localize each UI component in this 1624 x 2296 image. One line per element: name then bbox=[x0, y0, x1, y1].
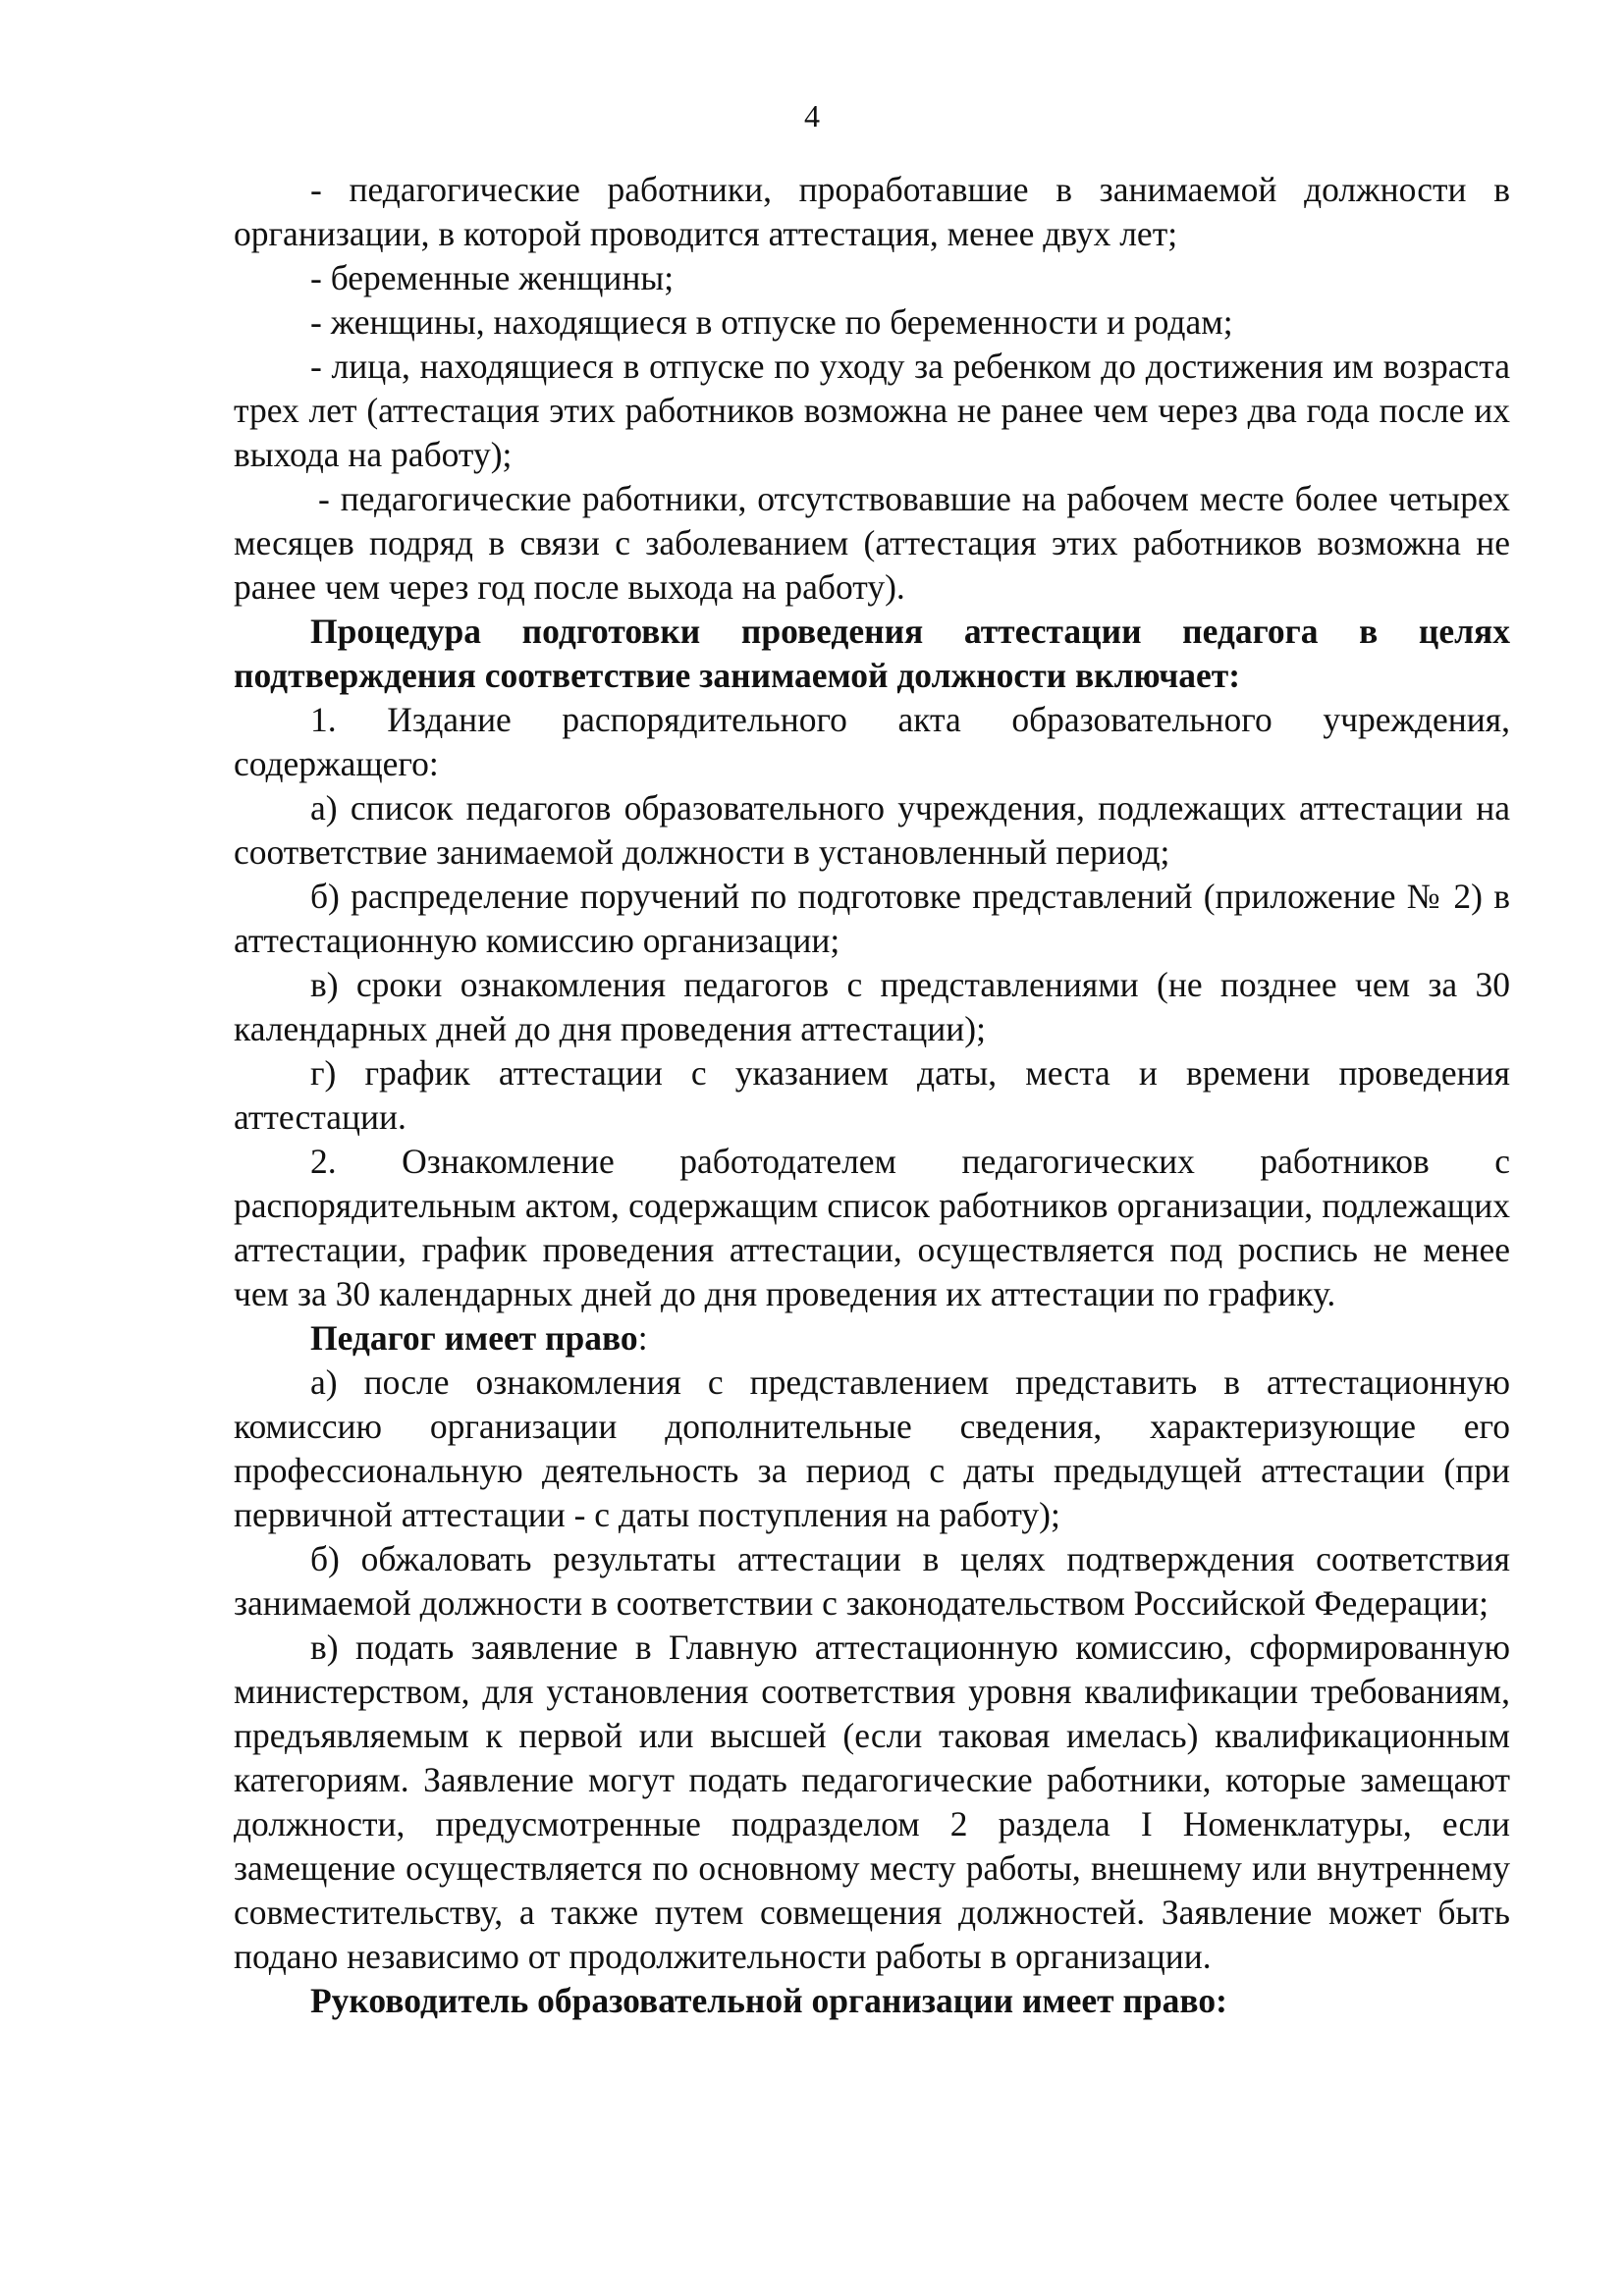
section-heading-director-rights: Руководитель образовательной организации имеет право: bbox=[310, 1981, 1227, 2020]
teacher-right-v: в) подать заявление в Главную аттестационную комиссию, сформированную министерством, для установления соответствия уровня квалификации требованиям, предъявляемым к первой или высшей (если таковая имелась) квалификационным категориям. Заявление могут подать педагогические работники, которые замещают должности, предусмотренные подразделом 2 раздела I Номенклатуры, если замещение осуществляется по основному месту работы, внешнему или внутреннему совместительству, а также путем совмещения должностей. Заявление может быть подано независимо от продолжительности работы в организации. bbox=[234, 1628, 1510, 1976]
page-number: 4 bbox=[804, 98, 820, 133]
paragraph-exception-maternity-leave: - женщины, находящиеся в отпуске по беременности и родам; bbox=[310, 302, 1233, 342]
paragraph-exception-childcare-leave: - лица, находящиеся в отпуске по уходу за ребенком до достижения им возраста трех лет (аттестация этих работников возможна не ранее чем через два года после их выхода на работу); bbox=[234, 347, 1510, 474]
section-heading-teacher-rights bbox=[234, 1316, 1510, 1361]
section-heading-procedure: Процедура подготовки проведения аттестации педагога в целях подтверждения соответствие занимаемой должности включает: bbox=[234, 612, 1510, 695]
list-item-v: в) сроки ознакомления педагогов с представлениями (не позднее чем за 30 календарных дней до дня проведения аттестации); bbox=[234, 965, 1510, 1048]
list-item-a: а) список педагогов образовательного учреждения, подлежащих аттестации на соответствие занимаемой должности в установленный период; bbox=[234, 788, 1510, 872]
teacher-rights-bold: Педагог имеет право bbox=[310, 1318, 638, 1358]
teacher-right-a: а) после ознакомления с представлением представить в аттестационную комиссию организации дополнительные сведения, характеризующие его профессиональную деятельность за период с даты предыдущей аттестации (при первичной аттестации - с даты поступления на работу); bbox=[234, 1362, 1510, 1534]
document-body bbox=[234, 168, 1510, 2023]
paragraph-exception-pregnant-women: - беременные женщины; bbox=[310, 258, 675, 297]
list-item-b: б) распределение поручений по подготовке представлений (приложение № 2) в аттестационную комиссию организации; bbox=[234, 877, 1510, 960]
list-item-2: 2. Ознакомление работодателем педагогических работников с распорядительным актом, содержащим список работников организации, подлежащих аттестации, график проведения аттестации, осуществляется под роспись не менее чем за 30 календарных дней до дня проведения их аттестации по графику. bbox=[234, 1142, 1510, 1313]
teacher-right-b: б) обжаловать результаты аттестации в целях подтверждения соответствия занимаемой должности в соответствии с законодательством Российской Федерации; bbox=[234, 1539, 1510, 1623]
paragraph-exception-illness: - педагогические работники, отсутствовавшие на рабочем месте более четырех месяцев подряд в связи с заболеванием (аттестация этих работников возможна не ранее чем через год после выхода на работу). bbox=[234, 479, 1510, 607]
list-item-1: 1. Издание распорядительного акта образовательного учреждения, содержащего: bbox=[234, 700, 1510, 783]
list-item-g: г) график аттестации с указанием даты, места и времени проведения аттестации. bbox=[234, 1053, 1510, 1137]
teacher-rights-colon: : bbox=[637, 1318, 648, 1358]
paragraph-exception-less-than-two-years: - педагогические работники, проработавшие в занимаемой должности в организации, в которой проводится аттестация, менее двух лет; bbox=[234, 170, 1510, 253]
